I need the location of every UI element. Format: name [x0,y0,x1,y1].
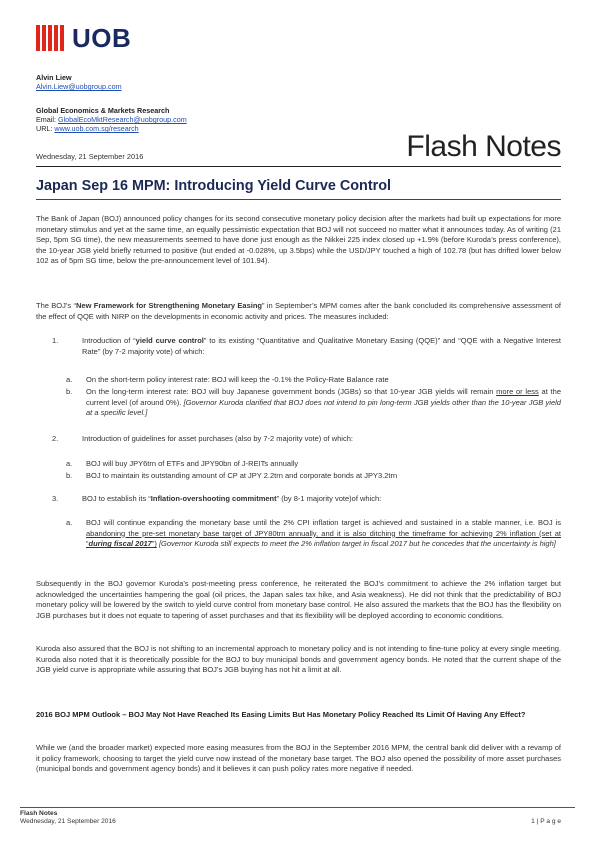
list-letter: a. [66,518,73,527]
section-heading [36,710,561,721]
footer-brand: Flash Notes [20,810,58,817]
paragraph-intro [36,214,561,267]
dept-block [36,106,187,133]
item3a-underline-bold: during fiscal 2017 [88,539,152,549]
p2-bold: New Framework for Strengthening Monetary Easing [76,301,262,310]
item1b-italic: [Governor Kuroda clarified that BOJ does not intend to pin long-term JGB yields other than the 10-year JGB yield at a specific level.] [86,397,561,418]
list-letter: b. [66,471,73,480]
list-item-3a [66,518,561,550]
page-number: 1 | P a g e [531,818,561,825]
document-title: Japan Sep 16 MPM: Introducing Yield Curve Control [36,178,392,194]
author-block [36,73,122,91]
list-letter: a. [66,459,73,468]
item2a-text: BOJ will buy JPY6trn of ETFs and JPY90bn of J-REITs annually [86,459,299,468]
item1-bold: yield curve control [135,336,204,345]
p2-pre: The BOJ’s “ [36,301,77,310]
list-item-3 [52,494,561,505]
footer-date: Wednesday, 21 September 2016 [20,818,116,825]
dept-email-label: Email: [36,115,56,124]
item3a-underline: abandoning the pre-set monetary base target of JPY80trn annually, and it is also ditching the timeframe for achieving 2% inflation (set at “ [86,528,561,549]
dept-url-label: URL: [36,124,53,133]
author-email-link[interactable]: Alvin.Liew@uobgroup.com [36,82,122,91]
brand-title: Flash Notes [406,130,561,163]
list-item-1a [66,375,561,386]
uob-logo-icon [36,25,64,51]
item3-post: ” (by 8-1 majority vote)of which: [276,494,382,503]
list-item-2b [66,471,561,482]
footer-divider [20,807,575,808]
item3-bold: Inflation-overshooting commitment [150,494,277,503]
item1-post: ” to its existing “Quantitative and Qualitative Monetary Easing (QQE)” and “QQE with a Negative Interest Rate” (by 7-2 majority vote) of which: [82,336,561,356]
uob-logo [36,23,131,53]
item1-pre: Introduction of “ [82,336,136,345]
item3a-underline-end: ”) [151,539,157,549]
list-item-1 [52,336,561,357]
paragraph-intro-text: The Bank of Japan (BOJ) announced policy changes for its second consecutive monetary policy decision after the markets had built up expectations for more monetary stimulus and yet at the same time, an equally pessimistic expectation that BOJ will not succeed no matter what it announces today. As of writing (21 Sep, 5pm SG time), the new measurements seemed to have done just enough as the Nikkei 225 index closed up +1.9% (before Kuroda’s press conference), the 10-year JGB yield briefly returned to positive (but ended at -0.028%, up 3.5bps) while the USD/JPY touched a high of 102.78 (but has drifted lower below 102 as of 5pm SG time, below the pre-announcement level of 101.94). [36,214,561,266]
item1b-mid: at the current level (of around 0%). [86,387,561,407]
paragraph-outlook-text: While we (and the broader market) expected more easing measures from the BOJ in the September 2016 MPM, the central bank did deliver with a revamp of it policy framework, choosing to target the yield curve now instead of the monetary base target. The BOJ also opened the possibility of more asset purchases (municipal bonds and government agency bonds) and it believes it can push policy rates more negative if needed. [36,743,561,774]
list-item-2a [66,459,561,470]
paragraph-press-conference-text: Subsequently in the BOJ governor Kuroda’s post-meeting press conference, he reiterated the BOJ’s commitment to achieve the 2% inflation target but acknowledged the uncertainties hampering the goal (oil prices, the Japan sales tax hike, and Asia weakness). He did not think that the predictability of BOJ monetary policy will be lowered by the switch to yield curve control from monetary base control. He also assured the markets that the BOJ has the flexibility on JGB purchases but it does not equate to tapering of asset purchases and that its flexibility will be deployed according to economic conditions. [36,579,561,620]
list-item-2 [52,434,561,445]
list-letter: a. [66,375,73,384]
paragraph-kuroda-text: Kuroda also assured that the BOJ is not shifting to an incremental approach to monetary policy and is not intending to fine-tune policy at every single meeting. Kuroda also noted that it is theoretically possible for the BOJ to buy municipal bonds and government agency bonds. He noted that the current shape of the JGB yield curve is appropriate while assuring that BOJ’s JGB buying has not hit a limit at all. [36,644,561,675]
section-heading-text: 2016 BOJ MPM Outlook – BOJ May Not Have Reached Its Easing Limits But Has Monetary Policy Reached Its Limit Of Having Any Effect? [36,710,526,719]
paragraph-outlook [36,743,561,775]
dept-url-link[interactable]: www.uob.com.sg/research [54,124,139,133]
header-divider [36,166,561,167]
dept-name: Global Economics & Markets Research [36,106,170,115]
p2-post: ” in September’s MPM comes after the bank concluded its comprehensive assessment of the effect of QQE with NIRP on the developments in economic activity and prices. The measures included: [36,301,561,321]
item1b-underline: more or less [496,387,539,396]
item3a-italic: [Governor Kuroda still expects to meet the 2% inflation target in fiscal 2017 but he concedes that the uncertainty is high] [156,539,556,549]
dept-email-link[interactable]: GlobalEcoMktResearch@uobgroup.com [57,115,187,124]
footer [20,810,116,826]
item3a-pre: BOJ will continue expanding the monetary base until the 2% CPI inflation target is achieved and sustained in a stable manner, i.e. BOJ is [86,518,561,527]
list-item-1b [66,387,561,419]
paragraph-press-conference [36,579,561,621]
title-divider [36,199,561,200]
item2-text: Introduction of guidelines for asset purchases (also by 7-2 majority vote) of which: [82,434,353,443]
report-date: Wednesday, 21 September 2016 [36,152,144,161]
paragraph-framework [36,301,561,322]
item3-pre: BOJ to establish its “ [82,494,151,503]
item1b-pre: On the long-term interest rate: BOJ will buy Japanese government bonds (JGBs) so that 10-year JGB yields will remain [86,387,494,396]
paragraph-kuroda [36,644,561,676]
list-number: 3. [52,494,59,503]
list-letter: b. [66,387,73,396]
item1a-text: On the short-term policy interest rate: BOJ will keep the -0.1% the Policy-Rate Balance rate [86,375,389,384]
logo-text: UOB [72,22,132,53]
item2b-text: BOJ to maintain its outstanding amount of CP at JPY 2.2trn and corporate bonds at JPY3.2trn [86,471,398,480]
list-number: 1. [52,336,59,345]
list-number: 2. [52,434,59,443]
author-name: Alvin Liew [36,73,72,82]
